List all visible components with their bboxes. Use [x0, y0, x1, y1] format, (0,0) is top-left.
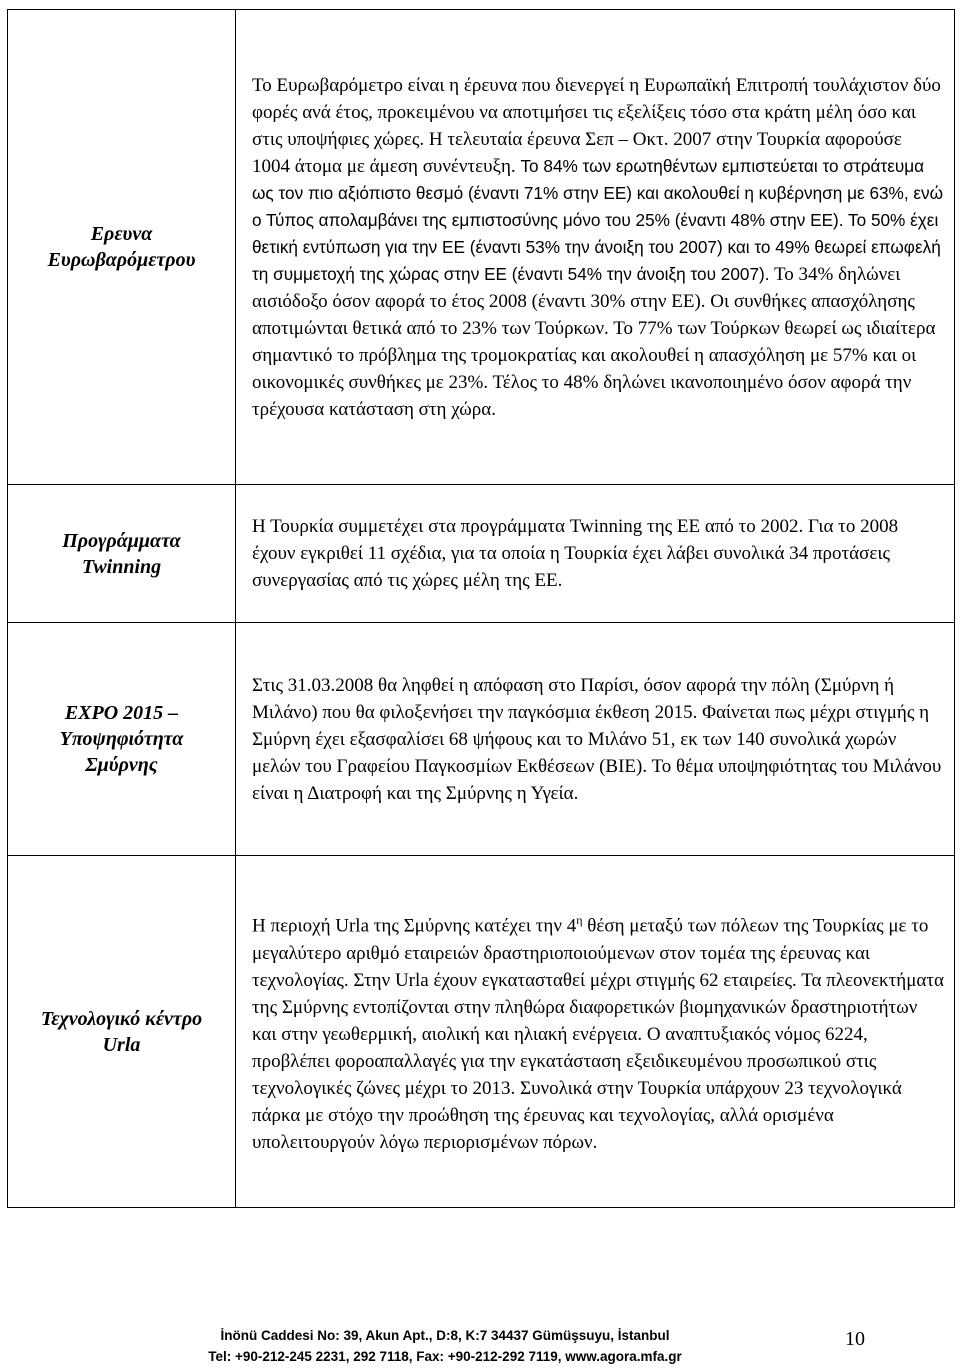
- page-number: 10: [845, 1328, 865, 1350]
- row-label-cell: [8, 856, 236, 1208]
- footer-address: İnönü Caddesi No: 39, Akun Apt., D:8, K:7 34437 Gümüşsuyu, İstanbul: [220, 1328, 670, 1343]
- table-row: [8, 10, 955, 485]
- row-content-cell: [236, 485, 955, 623]
- row-label-line: EXPO 2015 –: [64, 702, 179, 724]
- page-footer: [0, 1317, 960, 1369]
- table-row: [8, 623, 955, 856]
- row-label-line: Ευρωβαρόμετρου: [47, 249, 196, 271]
- row-content-cell: [236, 10, 955, 485]
- row-paragraph: [252, 907, 944, 1155]
- row-content-cell: [236, 623, 955, 856]
- row-label-line: Twinning: [81, 555, 162, 578]
- row-paragraph: [252, 513, 944, 594]
- row-label: [41, 1006, 202, 1058]
- row-label: [48, 221, 196, 273]
- table-row: [8, 485, 955, 623]
- text-segment: Η περιοχή Urla της Σμύρνης κατέχει την 4: [252, 915, 577, 937]
- superscript: η: [576, 913, 583, 928]
- row-label-line: Υποψηφιότητα: [59, 728, 184, 750]
- row-label-line: Urla: [102, 1033, 141, 1056]
- content-table: [7, 9, 955, 1208]
- row-paragraph: [252, 672, 944, 807]
- row-label-line: Προγράμματα: [62, 529, 181, 552]
- text-segment: Το 34% δηλώνει αισιόδοξο όσον αφορά το έτος 2008 (έναντι 30% στην ΕΕ). Οι συνθήκες απασχόλησης αποτιμώνται θετικά από το 23% των Τούρκων. Το 77% των Τούρκων θεωρεί ως ιδιαίτερα σημαντικό το πρόβλημα της τρομοκρατίας και ακολουθεί η απασχόληση με 57% και οι οικονομικές συνθήκες με 23%. Τέλος το 48% δηλώνει ικανοποιημένο όσον αφορά την τρέχουσα κατάσταση στη χώρα.: [252, 263, 936, 420]
- row-label-cell: [8, 10, 236, 485]
- text-segment: Στις 31.03.2008 θα ληφθεί η απόφαση στο Παρίσι, όσον αφορά την πόλη (Σμύρνη ή Μιλάνο) που θα φιλοξενήσει την παγκόσμια έκθεση 2015. Φαίνεται πως μέχρι στιγμής η Σμύρνη έχει εξασφαλίσει 68 ψήφους και το Μιλάνο 51, εκ των 140 συνολικά χωρών μελών του Γραφείου Παγκοσμίων Εκθέσεων (ΒΙΕ). Το θέμα υποψηφιότητας του Μιλάνου είναι η Διατροφή και της Σμύρνης η Υγεία.: [252, 674, 942, 804]
- text-segment-sans: Το 84% των ερωτηθέντων εμπιστεύεται το στράτευμα ως τον πιο αξιόπιστο θεσμό (έναντι 71% στην ΕΕ) και ακολουθεί η κυβέρνηση με 63%, ενώ ο Τύπος απολαμβάνει της εμπιστοσύνης μόνο του 25% (έναντι 48% στην ΕΕ). Το 50% έχει θετική εντύπωση για την ΕΕ (έναντι 53% την άνοιξη του 2007) και το 49% θεωρεί επωφελή τη συμμετοχή της χώρας στην ΕΕ (έναντι 54% την άνοιξη του 2007).: [252, 155, 944, 284]
- row-paragraph: [252, 72, 944, 423]
- row-label: [60, 700, 184, 778]
- row-label-line: Ερευνα: [90, 223, 153, 245]
- row-label: [62, 528, 181, 580]
- row-content-cell: [236, 856, 955, 1208]
- row-label-line: Σμύρνης: [85, 754, 158, 776]
- table-row: [8, 856, 955, 1208]
- row-label-cell: [8, 623, 236, 856]
- row-label-cell: [8, 485, 236, 623]
- text-segment: θέση μεταξύ των πόλεων της Τουρκίας με το μεγαλύτερο αριθμό εταιρειών δραστηριοποιούμενων στον τομέα της έρευνας και τεχνολογίας. Στην Urla έχουν εγκατασταθεί μέχρι στιγμής 62 εταιρείες. Τα πλεονεκτήματα της Σμύρνης εντοπίζονται στην πληθώρα διαφορετικών βιομηχανικών δραστηριοτήτων και στην γεωθερμική, αιολική και ηλιακή ενέργεια. Ο αναπτυξιακός νόμος 6224, προβλέπει φοροαπαλλαγές για την εγκατάσταση εξειδικευμένου προσωπικού στις τεχνολογικές ζώνες μέχρι το 2013. Συνολικά στην Τουρκία υπάρχουν 23 τεχνολογικά πάρκα με στόχο την προώθηση της έρευνας και τεχνολογίας, αλλά ορισμένα υπολειτουργούν λόγω περιορισμένων πόρων.: [252, 915, 944, 1153]
- row-label-line: Τεχνολογικό κέντρο: [40, 1007, 203, 1030]
- text-segment: Το Ευρωβαρόμετρο είναι η έρευνα που διενεργεί η Ευρωπαϊκή Επιτροπή τουλάχιστον δύο φορές ανά έτος, προκειμένου να αποτιμήσει τις εξελίξεις τόσο στα κράτη μέλη όσο και στις υποψήφιες χώρες. Η τελευταία έρευνα Σεπ – Οκτ. 2007 στην Τουρκία αφορούσε 1004 άτομα με άμεση συνέντευξη.: [252, 74, 941, 177]
- footer-contact: Tel: +90-212-245 2231, 292 7118, Fax: +90-212-292 7119, www.agora.mfa.gr: [208, 1349, 682, 1364]
- text-segment: Η Τουρκία συμμετέχει στα προγράμματα Twinning της ΕΕ από το 2002. Για το 2008 έχουν εγκριθεί 11 σχέδια, για τα οποία η Τουρκία έχει λάβει συνολικά 34 προτάσεις συνεργασίας από τις χώρες μέλη της ΕΕ.: [252, 516, 899, 591]
